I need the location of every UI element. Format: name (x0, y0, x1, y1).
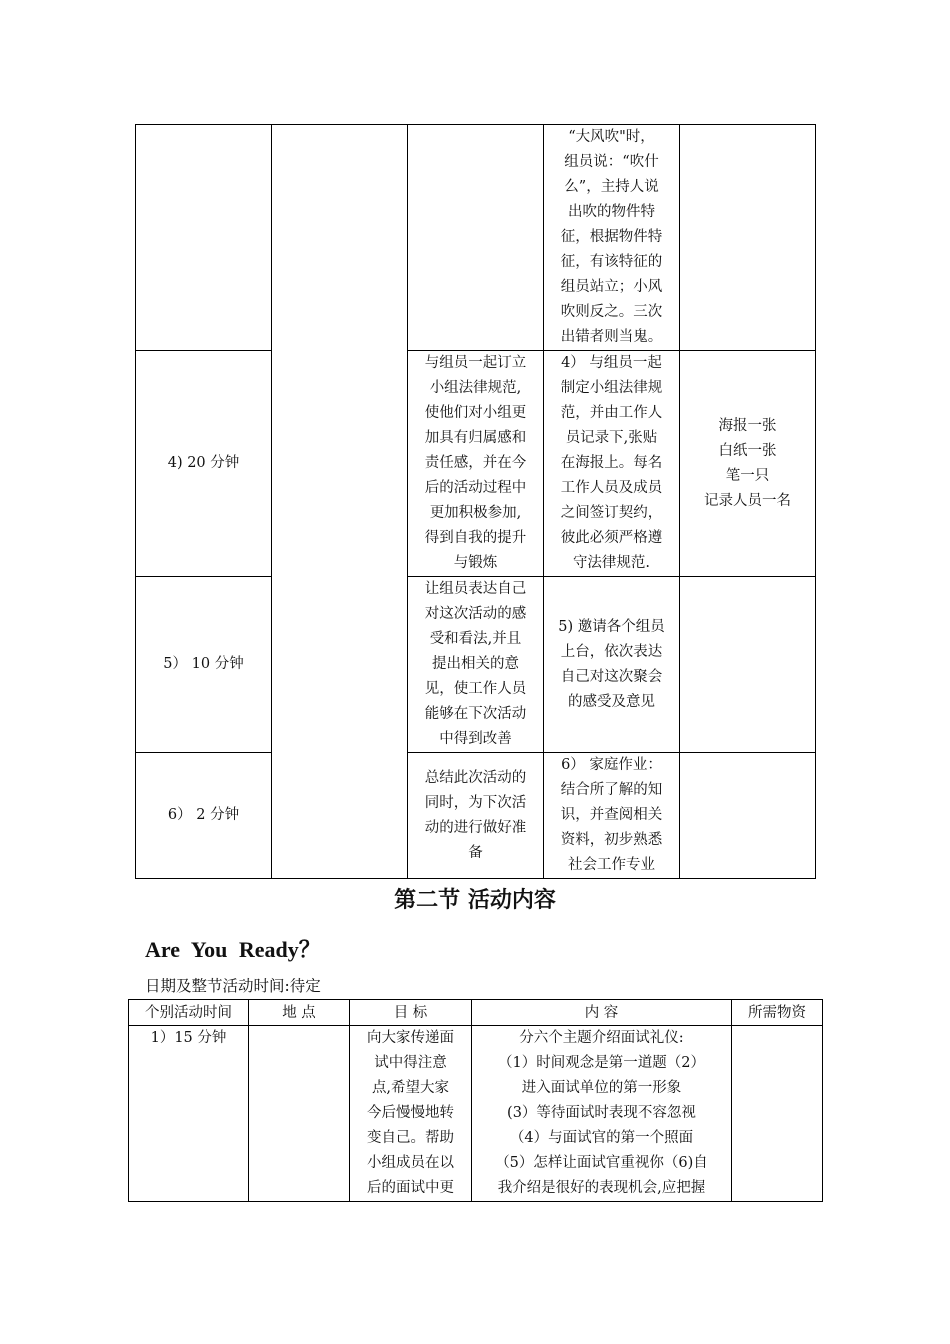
table-row (136, 577, 816, 753)
materials-cell (680, 753, 816, 879)
location-cell (272, 125, 408, 879)
content-cell: 分六个主题介绍面试礼仪: （1）时间观念是第一道题（2） 进入面试单位的第一形象 (3）等待面试时表现不容忽视 （4）与面试官的第一个照面 （5）怎样让面试官重视你（6)自 我介绍是很好的表现机会,应把握 (472, 1026, 732, 1202)
table-cell (680, 125, 816, 351)
table-cell (136, 125, 272, 351)
table-row (136, 351, 816, 577)
content-cell: 4） 与组员一起 制定小组法律规 范，并由工作人 员记录下,张贴 在海报上。每名 工作人员及成员 之间签订契约， 彼此必须严格遵 守法律规范. (544, 351, 680, 577)
column-header: 所需物资 (732, 1000, 823, 1026)
goal-cell: 总结此次活动的 同时，为下次活 动的进行做好准 备 (408, 753, 544, 879)
date-line: 日期及整节活动时间:待定 (145, 977, 321, 995)
column-header: 地 点 (249, 1000, 350, 1026)
table-row (129, 1026, 823, 1202)
table-row (136, 753, 816, 879)
goal-cell: 向大家传递面 试中得注意 点,希望大家 今后慢慢地转 变自己。帮助 小组成员在以 后的面试中更 (350, 1026, 472, 1202)
section-title: 第二节 活动内容 (394, 888, 556, 913)
goal-cell: 与组员一起订立 小组法律规范, 使他们对小组更 加具有归属感和 责任感，并在今 后的活动过程中 更加积极参加, 得到自我的提升 与锻炼 (408, 351, 544, 577)
column-header: 目 标 (350, 1000, 472, 1026)
activity-table (128, 999, 823, 1202)
time-cell: 6） 2 分钟 (136, 753, 272, 879)
time-cell: 1）15 分钟 (129, 1026, 249, 1202)
column-header: 个别活动时间 (129, 1000, 249, 1026)
table-cell (408, 125, 544, 351)
materials-cell (732, 1026, 823, 1202)
activity-table-continued (135, 124, 816, 879)
table-header-row (129, 1000, 823, 1026)
goal-cell: 让组员表达自己 对这次活动的感 受和看法,并且 提出相关的意 见，使工作人员 能够在下次活动 中得到改善 (408, 577, 544, 753)
content-cell: “大风吹"时， 组员说：“吹什 么”，主持人说 出吹的物件特 征，根据物件特 征，有该特征的 组员站立；小风 吹则反之。三次 出错者则当鬼。 (544, 125, 680, 351)
time-cell: 5） 10 分钟 (136, 577, 272, 753)
table-row (136, 125, 816, 351)
activity-title: Are You Ready？ (145, 937, 321, 962)
materials-cell (680, 577, 816, 753)
location-cell (249, 1026, 350, 1202)
content-cell: 5) 邀请各个组员 上台，依次表达 自己对这次聚会 的感受及意见 (544, 577, 680, 753)
content-cell: 6） 家庭作业： 结合所了解的知 识，并查阅相关 资料，初步熟悉 社会工作专业 (544, 753, 680, 879)
materials-cell: 海报一张 白纸一张 笔一只 记录人员一名 (680, 351, 816, 577)
column-header: 内 容 (472, 1000, 732, 1026)
time-cell: 4) 20 分钟 (136, 351, 272, 577)
